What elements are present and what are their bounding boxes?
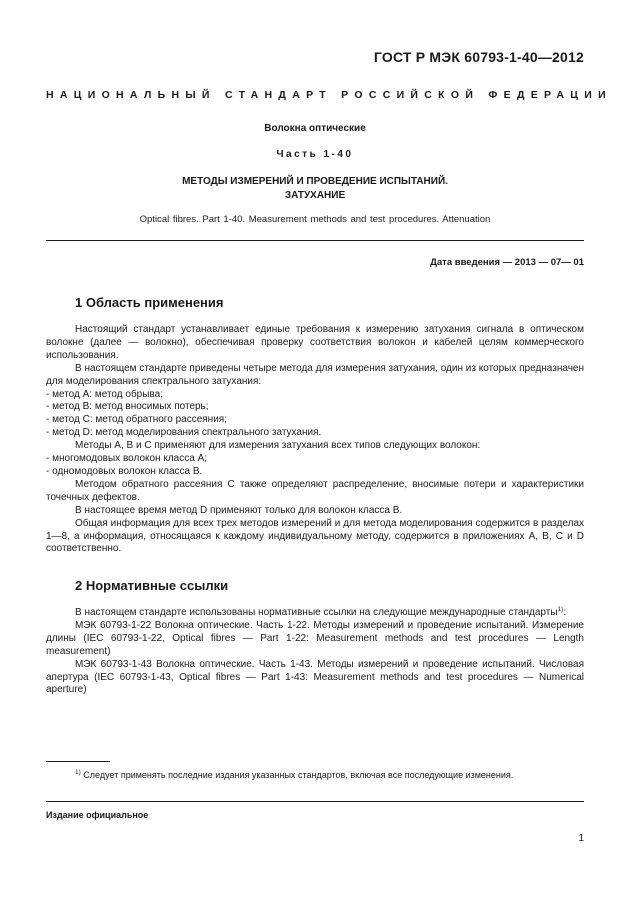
list-item: - метод С: метод обратного рассеяния; <box>46 414 227 426</box>
document-code: ГОСТ Р МЭК 60793-1-40—2012 <box>373 49 584 65</box>
subject-title: Волокна оптические <box>264 123 366 134</box>
main-title <box>46 175 584 203</box>
footnote-divider <box>46 761 110 762</box>
list-item: - метод В: метод вносимых потерь; <box>46 401 209 413</box>
references-intro-end: : <box>563 607 567 618</box>
section-1-heading: 1 Область применения <box>75 295 224 310</box>
section-2-heading: 2 Нормативные ссылки <box>75 578 229 593</box>
paragraph: В настоящем стандарте приведены четыре метода для измерения затухания, один из которых предназначен для моделирования спектрального затухания: <box>46 362 584 387</box>
footer-divider <box>46 801 584 802</box>
title-divider <box>46 240 584 241</box>
section-2-body <box>46 607 584 697</box>
footnote-marker: 1) <box>75 769 81 776</box>
footnote-text: Следует применять последние издания указанных стандартов, включая все последующие изменения. <box>83 770 514 780</box>
list-item: - метод А: метод обрыва; <box>46 388 163 400</box>
part-title: Часть 1-40 <box>276 149 354 160</box>
paragraph: Настоящий стандарт устанавливает единые требования к измерению затухания сигнала в оптическом волокне (далее — волокно), обеспечивая проверку соответствия волокон и кабелей целям коммерческого использования. <box>46 324 584 361</box>
paragraph: В настоящее время метод D применяют только для волокон класса В. <box>75 504 403 516</box>
english-title: Optical fibres. Part 1-40. Measurement methods and test procedures. Attenuation <box>139 214 491 225</box>
main-title-line-2: ЗАТУХАНИЕ <box>284 190 346 201</box>
list-item: - метод D: метод моделирования спектрального затухания. <box>46 427 322 439</box>
paragraph: Общая информация для всех трех методов измерений и для метода моделирования содержится в разделах 1—8, а информация, относящаяся к каждому индивидуальному методу, содержится в приложениях А, В, С и D соответственно. <box>46 517 584 555</box>
national-standard-banner: НАЦИОНАЛЬНЫЙ СТАНДАРТ РОССИЙСКОЙ ФЕДЕРАЦИИ <box>46 89 612 101</box>
list-item: - одномодовых волокон класса В. <box>46 465 203 477</box>
section-1-body <box>46 324 584 556</box>
references-intro: В настоящем стандарте использованы нормативные ссылки на следующие международные стандарты <box>75 607 558 618</box>
footnote <box>75 770 585 780</box>
paragraph: Методы А, В и С применяют для измерения затухания всех типов следующих волокон: <box>75 440 481 452</box>
list-item: - многомодовых волокон класса А; <box>46 453 208 465</box>
reference-item: МЭК 60793-1-43 Волокна оптические. Часть 1-43. Методы измерений и проведение испытаний. Числовая апертура (IEC 60793-1-43, Optical fibres — Part 1-43: Measurement methods and test procedures — Numerical aperture) <box>46 658 584 696</box>
main-title-line-1: МЕТОДЫ ИЗМЕРЕНИЙ И ПРОВЕДЕНИЕ ИСПЫТАНИЙ. <box>182 176 448 187</box>
footnote-marker: 1) <box>557 606 564 613</box>
reference-item: МЭК 60793-1-22 Волокна оптические. Часть 1-22. Методы измерений и проведение испытаний. Измерение длины (IEC 60793-1-22, Optical fibres — Part 1-22: Measurement methods and test procedures — Length measurement) <box>46 619 584 657</box>
page-number: 1 <box>578 833 584 844</box>
introduction-date: Дата введения — 2013 — 07— 01 <box>430 257 584 268</box>
edition-label: Издание официальное <box>46 810 149 820</box>
paragraph <box>46 607 584 620</box>
paragraph: Методом обратного рассеяния С также определяют распределение, вносимые потери и характеристики точечных дефектов. <box>46 478 584 503</box>
